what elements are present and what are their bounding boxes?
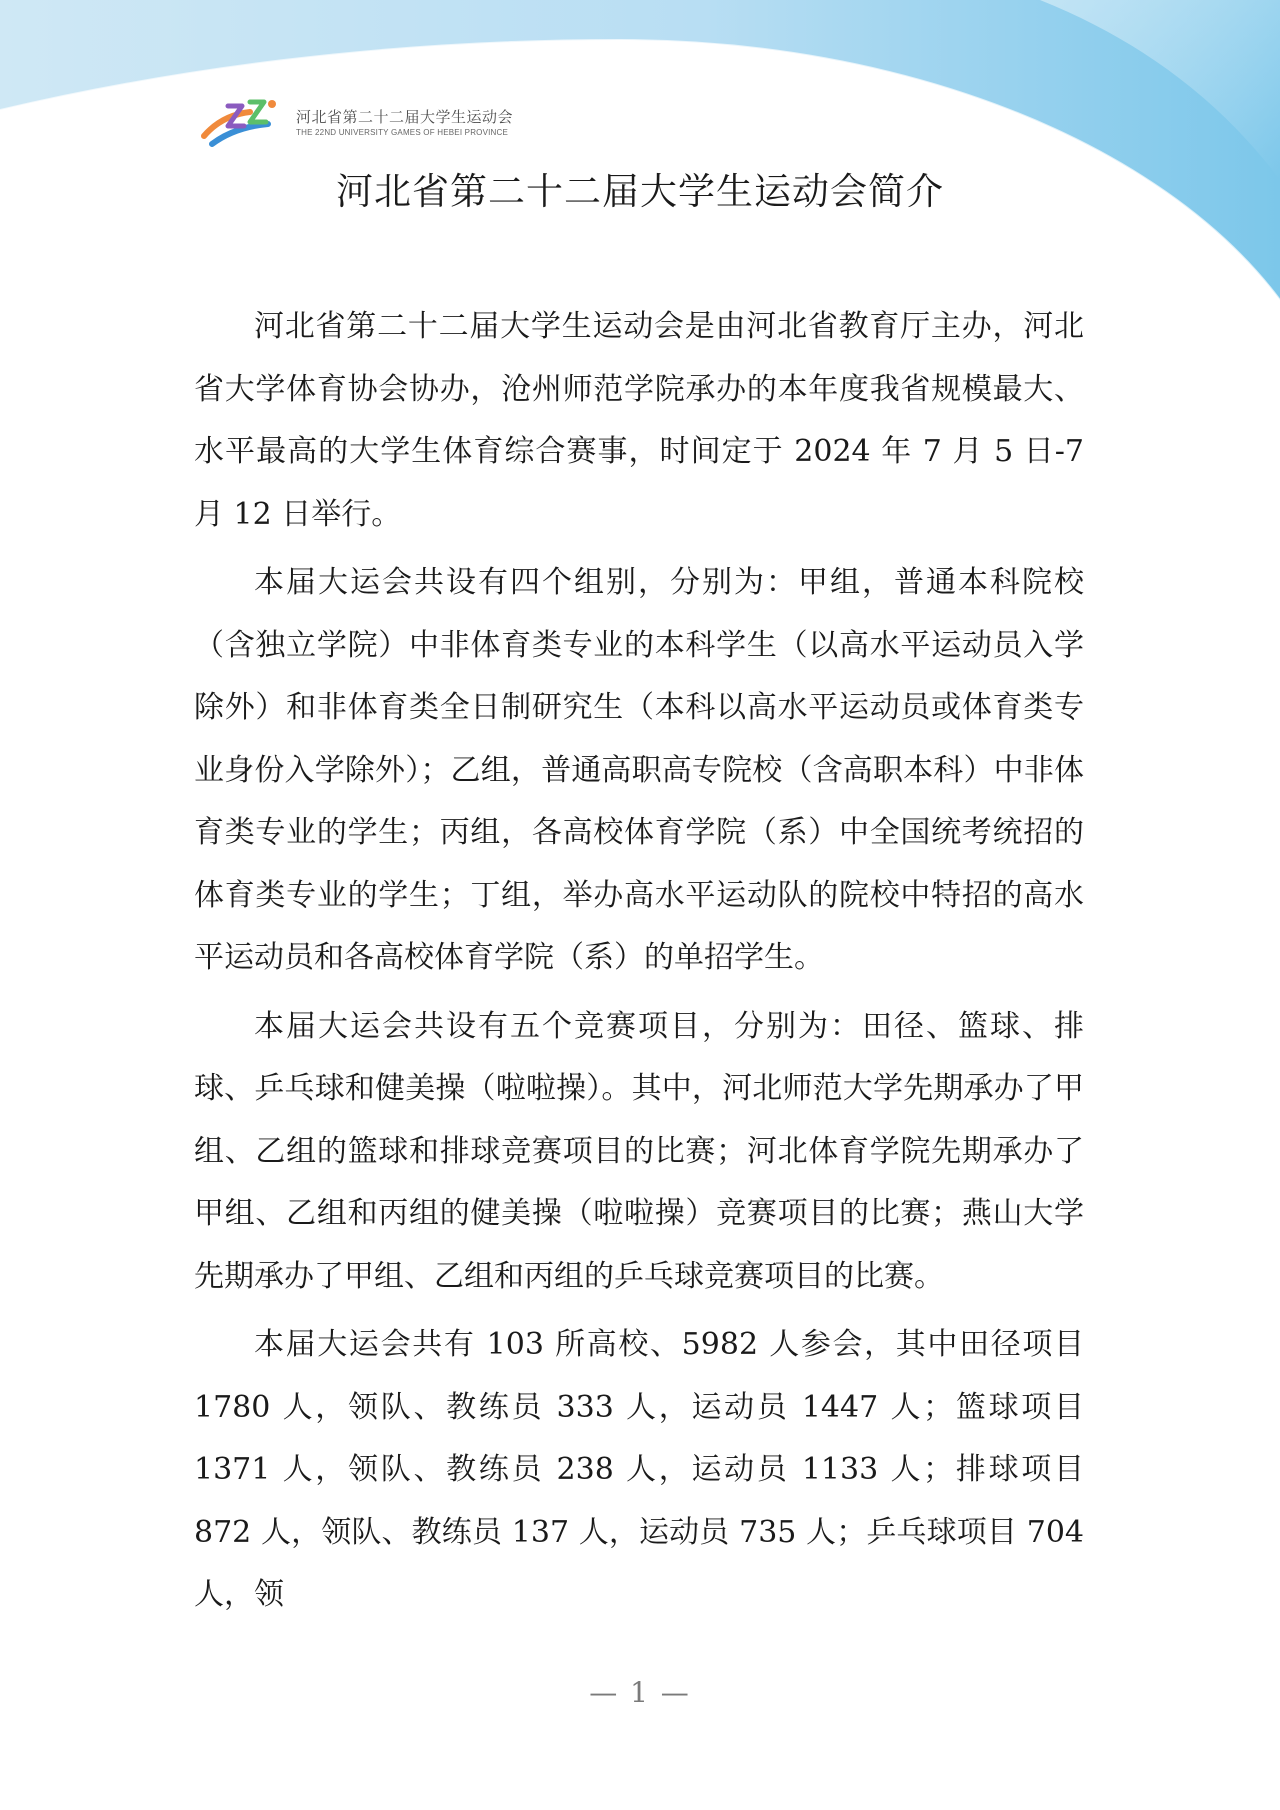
- logo-english-name: THE 22ND UNIVERSITY GAMES OF HEBEI PROVINCE: [296, 128, 509, 137]
- document-title: 河北省第二十二届大学生运动会简介: [336, 170, 944, 213]
- logo-chinese-name: 河北省第二十二届大学生运动会: [296, 108, 514, 126]
- paragraph-participants: 本届大运会共有 103 所高校、5982 人参会，其中田径项目 1780 人，领队、教练员 333 人，运动员 1447 人；篮球项目 1371 人，领队、教练员 238 人，运动员 1133 人；排球项目 872 人，领队、教练员 137 人，运动员 735 人；乒乓球项目 704 人，领: [194, 1327, 1084, 1612]
- document-body: [194, 296, 1084, 1633]
- paragraph-intro: 河北省第二十二届大学生运动会是由河北省教育厅主办，河北省大学体育协会协办，沧州师范学院承办的本年度我省规模最大、水平最高的大学生体育综合赛事，时间定于 2024 年 7 月 5 日-7 月 12 日举行。: [194, 309, 1084, 532]
- games-logo-icon: [198, 92, 290, 154]
- games-logo: [198, 92, 528, 154]
- banner-shape: [0, 0, 1280, 300]
- paragraph-groups: 本届大运会共设有四个组别，分别为：甲组，普通本科院校（含独立学院）中非体育类专业的本科学生（以高水平运动员入学除外）和非体育类全日制研究生（本科以高水平运动员或体育类专业身份入学除外）；乙组，普通高职高专院校（含高职本科）中非体育类专业的学生；丙组，各高校体育学院（系）中全国统考统招的体育类专业的学生；丁组，举办高水平运动队的院校中特招的高水平运动员和各高校体育学院（系）的单招学生。: [194, 565, 1084, 975]
- page-number: — 1 —: [589, 1676, 691, 1709]
- paragraph-events: 本届大运会共设有五个竞赛项目，分别为：田径、篮球、排球、乒乓球和健美操（啦啦操）。其中，河北师范大学先期承办了甲组、乙组的篮球和排球竞赛项目的比赛；河北体育学院先期承办了甲组、乙组和丙组的健美操（啦啦操）竞赛项目的比赛；燕山大学先期承办了甲组、乙组和丙组的乒乓球竞赛项目的比赛。: [194, 1008, 1084, 1294]
